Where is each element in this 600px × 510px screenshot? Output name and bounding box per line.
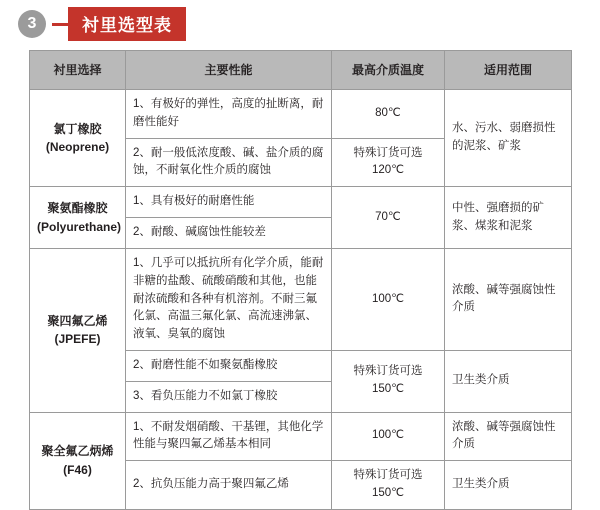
temperature-cell: 特殊订货可选 120℃	[332, 138, 445, 187]
column-header-scope: 适用范围	[445, 51, 572, 90]
table-row	[30, 412, 572, 461]
temperature-cell: 80℃	[332, 90, 445, 139]
performance-cell: 1、具有极好的耐磨性能	[126, 187, 332, 218]
spec-table-container	[29, 50, 571, 510]
lining-name-line1: 聚氨酯橡胶	[47, 200, 108, 215]
lining-name-line2: (Neoprene)	[45, 140, 110, 155]
scope-cell: 卫生类介质	[445, 461, 572, 510]
table-row	[30, 248, 572, 350]
performance-cell: 2、耐磨性能不如聚氨酯橡胶	[126, 350, 332, 381]
lining-name-ptfe	[30, 248, 126, 412]
scope-cell: 卫生类介质	[445, 350, 572, 412]
scope-cell: 浓酸、碱等强腐蚀性介质	[445, 412, 572, 461]
scope-cell: 水、污水、弱磨损性的泥浆、矿浆	[445, 90, 572, 187]
table-row	[30, 187, 572, 218]
column-header-lining: 衬里选择	[30, 51, 126, 90]
lining-name-line1: 聚四氟乙烯	[47, 313, 108, 328]
lining-name-f46	[30, 412, 126, 509]
lining-name-line2: (JPEFE)	[54, 332, 101, 347]
column-header-performance: 主要性能	[126, 51, 332, 90]
scope-cell: 中性、强磨损的矿浆、煤浆和泥浆	[445, 187, 572, 249]
lining-name-line1: 聚全氟乙炳烯	[41, 444, 114, 459]
table-header	[30, 51, 572, 90]
lining-name-neoprene	[30, 90, 126, 187]
table-body	[30, 90, 572, 510]
table-row	[30, 90, 572, 139]
temperature-cell: 100℃	[332, 412, 445, 461]
performance-cell: 2、耐一般低浓度酸、碱、盐介质的腐蚀，不耐氧化性介质的腐蚀	[126, 138, 332, 187]
lining-name-line1: 氯丁橡胶	[53, 121, 102, 136]
temperature-cell: 70℃	[332, 187, 445, 249]
column-header-max-temperature: 最高介质温度	[332, 51, 445, 90]
lining-name-line2: (Polyurethane)	[37, 219, 122, 234]
page-header	[0, 6, 600, 42]
performance-cell: 1、几乎可以抵抗所有化学介质，能耐非糖的盐酸、硫酸硝酸和其他，也能耐浓硫酸和各种有机溶剂。不耐三氟化氯、高温三氟化氯、高流速沸氯、液氧、臭氧的腐蚀	[126, 248, 332, 350]
performance-cell: 2、耐酸、碱腐蚀性能较差	[126, 218, 332, 249]
page-title: 衬里选型表	[68, 7, 186, 41]
temperature-cell: 100℃	[332, 248, 445, 350]
performance-cell: 1、有极好的弹性，高度的扯断离，耐磨性能好	[126, 90, 332, 139]
temperature-cell: 特殊订货可选 150℃	[332, 350, 445, 412]
lining-selection-table	[29, 50, 572, 510]
header-rule	[52, 23, 68, 26]
scope-cell: 浓酸、碱等强腐蚀性介质	[445, 248, 572, 350]
lining-name-polyurethane	[30, 187, 126, 249]
performance-cell: 2、抗负压能力高于聚四氟乙烯	[126, 461, 332, 510]
step-badge: 3	[18, 10, 46, 38]
performance-cell: 1、不耐发烟硝酸、干基锂，其他化学性能与聚四氟乙烯基本相同	[126, 412, 332, 461]
performance-cell: 3、看负压能力不如氯丁橡胶	[126, 381, 332, 412]
table-header-row	[30, 51, 572, 90]
lining-name-line2: (F46)	[63, 462, 92, 477]
temperature-cell: 特殊订货可选 150℃	[332, 461, 445, 510]
